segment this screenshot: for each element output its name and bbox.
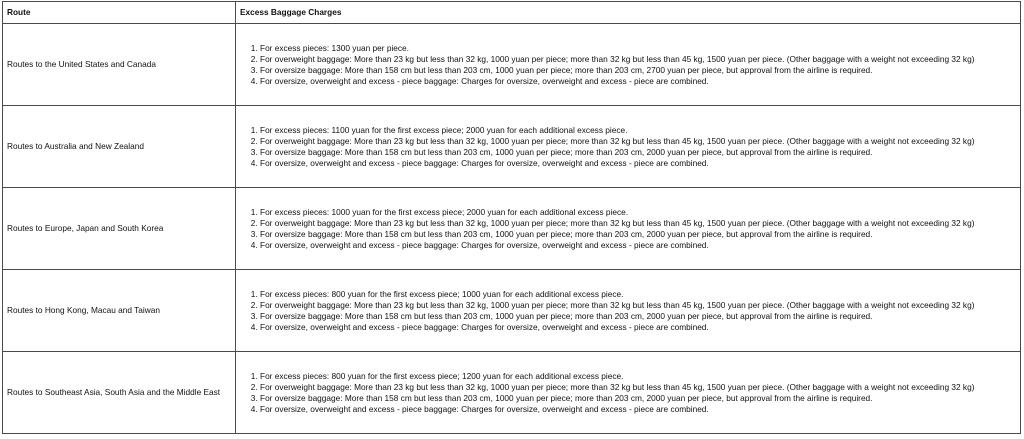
charge-item: 3. For oversize baggage: More than 158 cm but less than 203 cm, 1000 yuan per piece; more than 203 cm, 2000 yuan per piece, but approval from the airline is required. xyxy=(260,229,1012,240)
charges-list xyxy=(242,125,1012,169)
charge-item: 3. For oversize baggage: More than 158 cm but less than 203 cm, 1000 yuan per piece; more than 203 cm, 2000 yuan per piece, but approval from the airline is required. xyxy=(260,393,1012,404)
charge-item: 2. For overweight baggage: More than 23 kg but less than 32 kg, 1000 yuan per piece; more than 32 kg but less than 45 kg, 1500 yuan per piece. (Other baggage with a weight not exceeding 32 kg) xyxy=(260,300,1012,311)
charge-item: 3. For oversize baggage: More than 158 cm but less than 203 cm, 1000 yuan per piece; more than 203 cm, 2000 yuan per piece, but approval from the airline is required. xyxy=(260,311,1012,322)
charge-item: 1. For excess pieces: 800 yuan for the first excess piece; 1200 yuan for each additional excess piece. xyxy=(260,371,1012,382)
table-row xyxy=(3,270,1021,352)
charge-item: 2. For overweight baggage: More than 23 kg but less than 32 kg, 1000 yuan per piece; more than 32 kg but less than 45 kg, 1500 yuan per piece. (Other baggage with a weight not exceeding 32 kg) xyxy=(260,218,1012,229)
table-row xyxy=(3,188,1021,270)
charge-item: 4. For oversize, overweight and excess - piece baggage: Charges for oversize, overweight and excess - piece are combined. xyxy=(260,158,1012,169)
charge-item: 1. For excess pieces: 800 yuan for the first excess piece; 1000 yuan for each additional excess piece. xyxy=(260,289,1012,300)
charge-item: 2. For overweight baggage: More than 23 kg but less than 32 kg, 1000 yuan per piece; more than 32 kg but less than 45 kg, 1500 yuan per piece. (Other baggage with a weight not exceeding 32 kg) xyxy=(260,382,1012,393)
route-cell: Routes to Europe, Japan and South Korea xyxy=(3,188,236,270)
charges-list xyxy=(242,43,1012,87)
charges-cell xyxy=(236,270,1021,352)
charges-cell xyxy=(236,106,1021,188)
charges-cell xyxy=(236,188,1021,270)
route-cell: Routes to the United States and Canada xyxy=(3,24,236,106)
charge-item: 1. For excess pieces: 1100 yuan for the first excess piece; 2000 yuan for each additional excess piece. xyxy=(260,125,1012,136)
charges-cell xyxy=(236,352,1021,434)
charge-item: 4. For oversize, overweight and excess - piece baggage: Charges for oversize, overweight and excess - piece are combined. xyxy=(260,404,1012,415)
charge-item: 4. For oversize, overweight and excess - piece baggage: Charges for oversize, overweight and excess - piece are combined. xyxy=(260,76,1012,87)
charge-item: 4. For oversize, overweight and excess - piece baggage: Charges for oversize, overweight and excess - piece are combined. xyxy=(260,240,1012,251)
charge-item: 2. For overweight baggage: More than 23 kg but less than 32 kg, 1000 yuan per piece; more than 32 kg but less than 45 kg, 1500 yuan per piece. (Other baggage with a weight not exceeding 32 kg) xyxy=(260,54,1012,65)
charges-list xyxy=(242,371,1012,415)
charge-item: 3. For oversize baggage: More than 158 cm but less than 203 cm, 1000 yuan per piece; more than 203 cm, 2000 yuan per piece, but approval from the airline is required. xyxy=(260,147,1012,158)
route-column-header: Route xyxy=(3,2,236,24)
table-row xyxy=(3,352,1021,434)
charges-cell xyxy=(236,24,1021,106)
excess-baggage-table xyxy=(2,1,1021,434)
table-row xyxy=(3,106,1021,188)
charge-item: 1. For excess pieces: 1000 yuan for the first excess piece; 2000 yuan for each additional excess piece. xyxy=(260,207,1012,218)
route-cell: Routes to Southeast Asia, South Asia and the Middle East xyxy=(3,352,236,434)
charge-item: 2. For overweight baggage: More than 23 kg but less than 32 kg, 1000 yuan per piece; more than 32 kg but less than 45 kg, 1500 yuan per piece. (Other baggage with a weight not exceeding 32 kg) xyxy=(260,136,1012,147)
charges-column-header: Excess Baggage Charges xyxy=(236,2,1021,24)
table-row xyxy=(3,24,1021,106)
charges-list xyxy=(242,207,1012,251)
route-cell: Routes to Hong Kong, Macau and Taiwan xyxy=(3,270,236,352)
charge-item: 1. For excess pieces: 1300 yuan per piece. xyxy=(260,43,1012,54)
table-header-row xyxy=(3,2,1021,24)
charge-item: 4. For oversize, overweight and excess - piece baggage: Charges for oversize, overweight and excess - piece are combined. xyxy=(260,322,1012,333)
charge-item: 3. For oversize baggage: More than 158 cm but less than 203 cm, 1000 yuan per piece; more than 203 cm, 2700 yuan per piece, but approval from the airline is required. xyxy=(260,65,1012,76)
charges-list xyxy=(242,289,1012,333)
route-cell: Routes to Australia and New Zealand xyxy=(3,106,236,188)
